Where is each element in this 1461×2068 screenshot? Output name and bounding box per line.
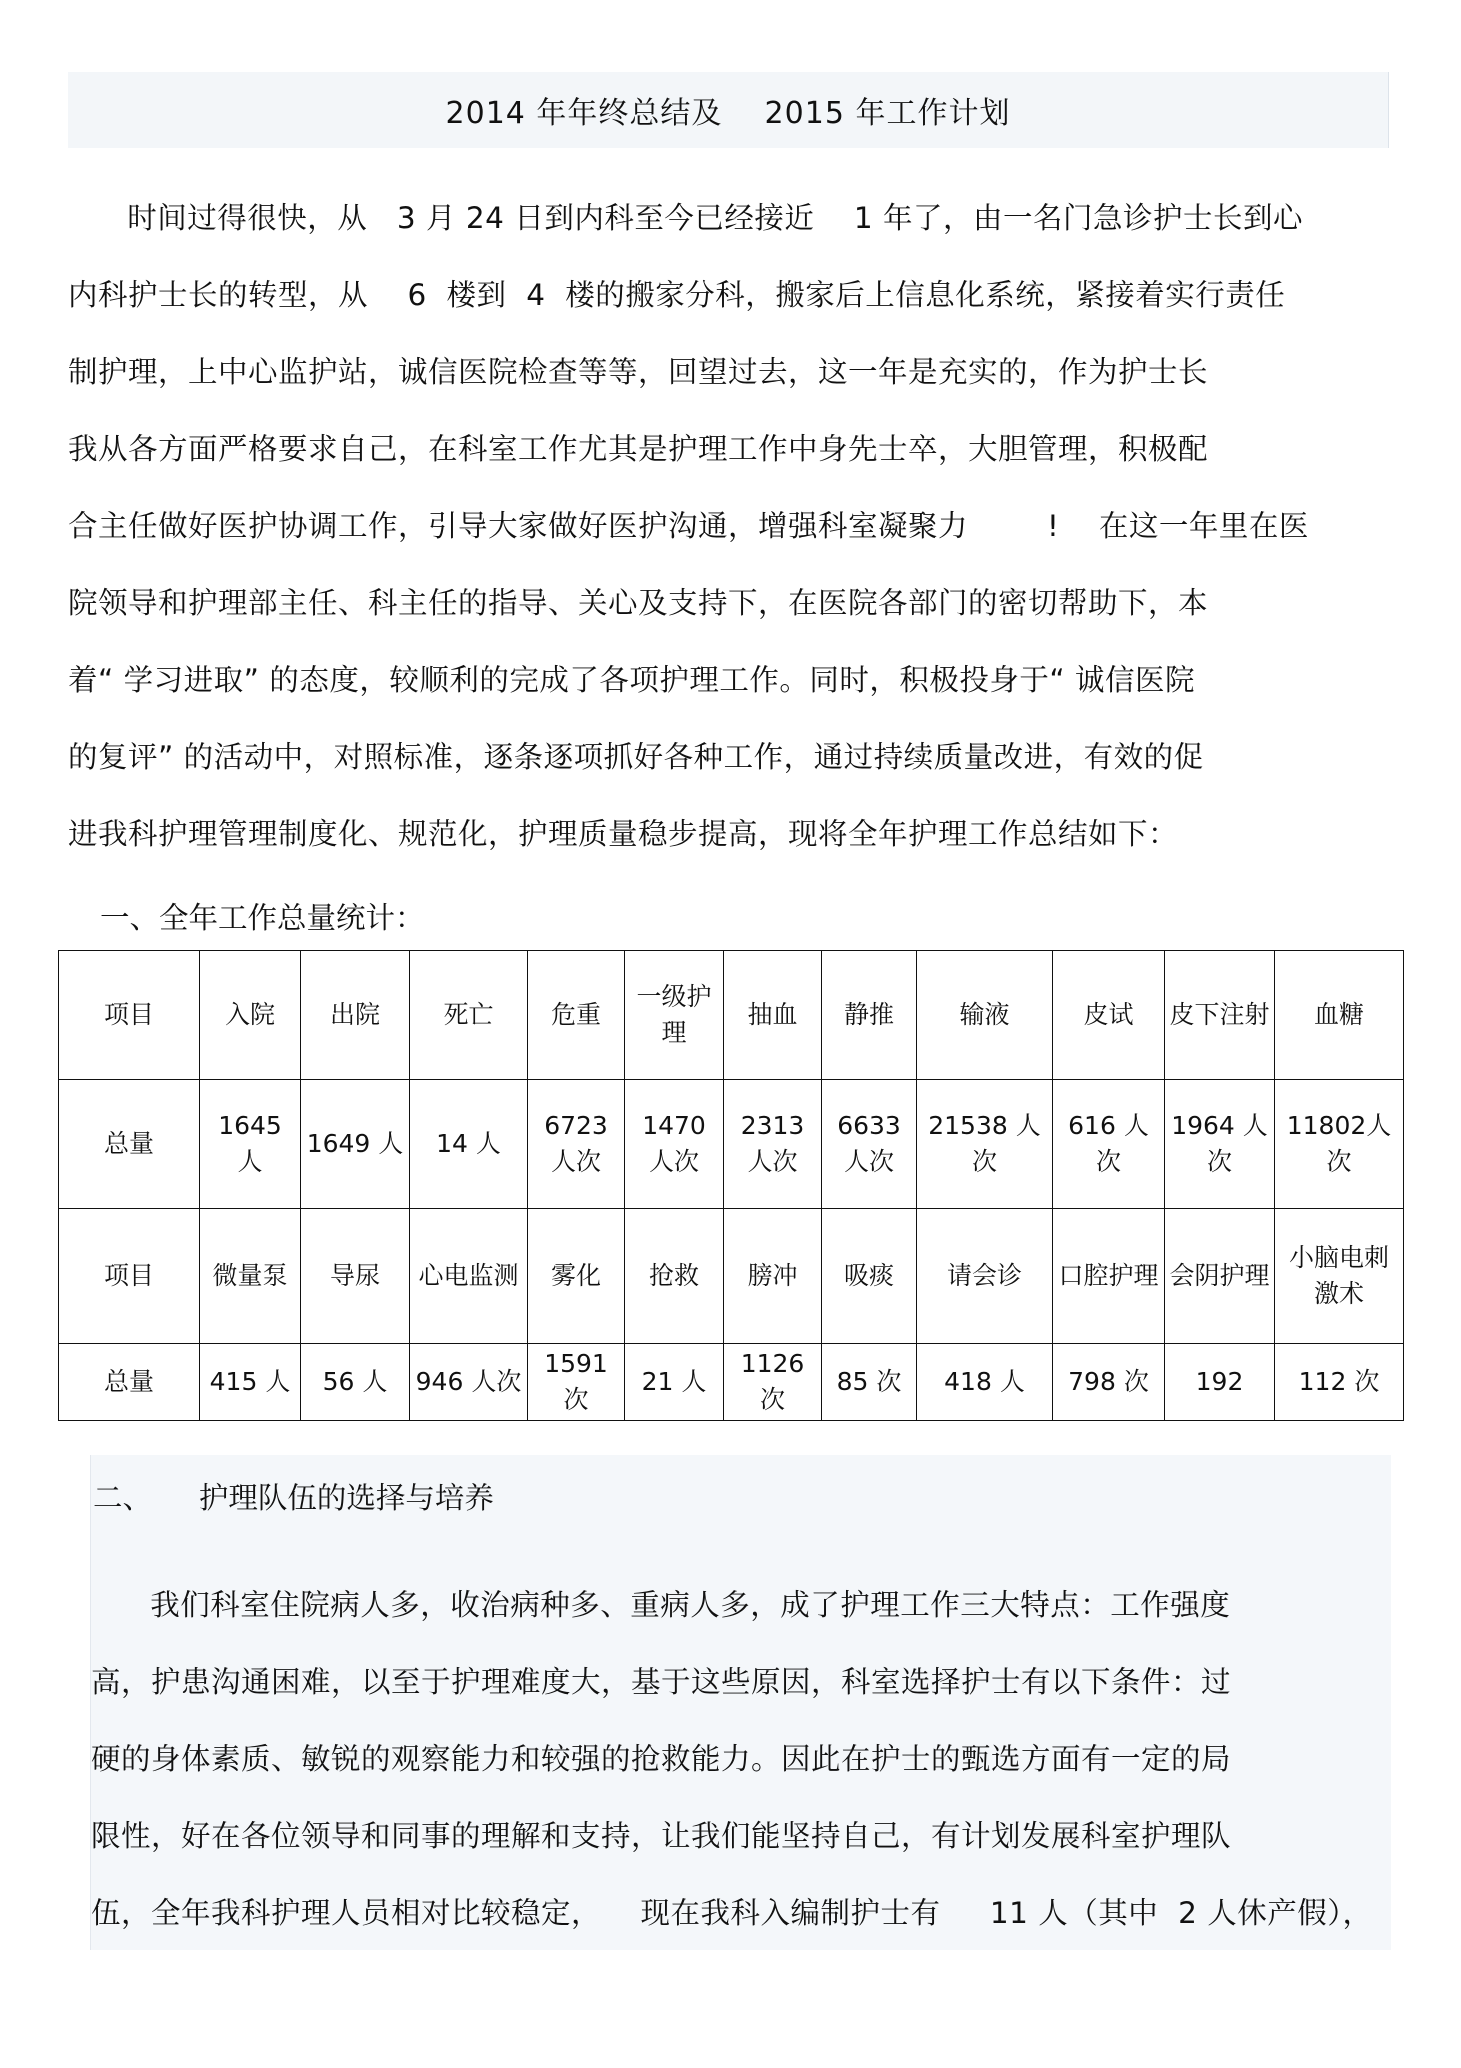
table-cell: 192: [1165, 1344, 1275, 1421]
table-cell: 死亡: [410, 951, 528, 1080]
table-cell: 946 人次: [410, 1344, 528, 1421]
table-row: [59, 1344, 1404, 1421]
table-row: [59, 1209, 1404, 1344]
table-cell: 418 人: [917, 1344, 1053, 1421]
intro-line: 合主任做好医护协调工作，引导大家做好医护沟通，增强科室凝聚力 ! 在这一年里在医: [68, 509, 1309, 543]
page-title: 2014 年年终总结及 2015 年工作计划: [68, 72, 1389, 148]
table-cell: 入院: [200, 951, 301, 1080]
section2-line: 限性，好在各位领导和同事的理解和支持，让我们能坚持自己，有计划发展科室护理队: [91, 1819, 1232, 1853]
intro-line: 着“ 学习进取” 的态度，较顺利的完成了各项护理工作。同时，积极投身于“ 诚信医院: [68, 663, 1195, 697]
table-cell: 85 次: [822, 1344, 917, 1421]
table-cell: 6723 人次: [528, 1080, 625, 1209]
table-cell: 1964 人次: [1165, 1080, 1275, 1209]
table-cell: 输液: [917, 951, 1053, 1080]
table-cell: 6633 人次: [822, 1080, 917, 1209]
intro-line: 内科护士长的转型，从 6 楼到 4 楼的搬家分科，搬家后上信息化系统，紧接着实行责任: [68, 278, 1286, 312]
table-row: [59, 951, 1404, 1080]
intro-line: 院领导和护理部主任、科主任的指导、关心及支持下，在医院各部门的密切帮助下，本: [68, 586, 1209, 620]
table-cell: 56 人: [301, 1344, 410, 1421]
table-cell: 总量: [59, 1080, 200, 1209]
intro-line: 时间过得很快，从 3 月 24 日到内科至今已经接近 1 年了，由一名门急诊护士长到心: [68, 201, 1303, 235]
intro-line: 的复评” 的活动中，对照标准，逐条逐项抓好各种工作，通过持续质量改进，有效的促: [68, 740, 1204, 774]
table-cell: 21 人: [625, 1344, 724, 1421]
table-cell: 导尿: [301, 1209, 410, 1344]
table-cell: 1645 人: [200, 1080, 301, 1209]
table-cell: 血糖: [1275, 951, 1404, 1080]
table-cell: 微量泵: [200, 1209, 301, 1344]
table-cell: 危重: [528, 951, 625, 1080]
table-cell: 抢救: [625, 1209, 724, 1344]
table-cell: 14 人: [410, 1080, 528, 1209]
table-cell: 112 次: [1275, 1344, 1404, 1421]
section2-heading: 二、 护理队伍的选择与培养: [93, 1481, 494, 1515]
table-cell: 798 次: [1053, 1344, 1165, 1421]
table-cell: 总量: [59, 1344, 200, 1421]
intro-line: 我从各方面严格要求自己，在科室工作尤其是护理工作中身先士卒，大胆管理，积极配: [68, 432, 1209, 466]
table-cell: 1126 次: [724, 1344, 822, 1421]
workload-stats-table: [58, 950, 1404, 1421]
table-cell: 1649 人: [301, 1080, 410, 1209]
intro-line: 进我科护理管理制度化、规范化，护理质量稳步提高，现将全年护理工作总结如下：: [68, 817, 1179, 851]
table-cell: 415 人: [200, 1344, 301, 1421]
table-cell: 616 人次: [1053, 1080, 1165, 1209]
table-cell: 吸痰: [822, 1209, 917, 1344]
table-cell: 抽血: [724, 951, 822, 1080]
table-cell: 静推: [822, 951, 917, 1080]
section2-paragraph: [91, 1567, 1411, 1952]
table-cell: 心电监测: [410, 1209, 528, 1344]
table-cell: 项目: [59, 1209, 200, 1344]
table-cell: 项目: [59, 951, 200, 1080]
table-cell: 雾化: [528, 1209, 625, 1344]
section1-heading: 一、全年工作总量统计：: [100, 901, 425, 935]
table-cell: 小脑电刺激术: [1275, 1209, 1404, 1344]
table-cell: 一级护理: [625, 951, 724, 1080]
section2-block: [90, 1455, 1391, 1950]
intro-paragraph: [68, 180, 1408, 873]
section2-line: 高，护患沟通困难，以至于护理难度大，基于这些原因，科室选择护士有以下条件：过: [91, 1665, 1232, 1699]
section2-line: 硬的身体素质、敏锐的观察能力和较强的抢救能力。因此在护士的甄选方面有一定的局: [91, 1742, 1232, 1776]
table-cell: 21538 人次: [917, 1080, 1053, 1209]
table-cell: 1591 次: [528, 1344, 625, 1421]
section2-line: 我们科室住院病人多，收治病种多、重病人多，成了护理工作三大特点：工作强度: [91, 1588, 1231, 1622]
table-cell: 出院: [301, 951, 410, 1080]
table-cell: 1470 人次: [625, 1080, 724, 1209]
table-cell: 膀冲: [724, 1209, 822, 1344]
table-cell: 请会诊: [917, 1209, 1053, 1344]
table-cell: 会阴护理: [1165, 1209, 1275, 1344]
table-cell: 皮试: [1053, 951, 1165, 1080]
table-cell: 口腔护理: [1053, 1209, 1165, 1344]
table-cell: 2313 人次: [724, 1080, 822, 1209]
table-cell: 11802人次: [1275, 1080, 1404, 1209]
table-row: [59, 1080, 1404, 1209]
intro-line: 制护理，上中心监护站，诚信医院检查等等，回望过去，这一年是充实的，作为护士长: [68, 355, 1209, 389]
section2-line: 伍，全年我科护理人员相对比较稳定， 现在我科入编制护士有 11 人（其中 2 人休产假），: [91, 1896, 1373, 1930]
table-cell: 皮下注射: [1165, 951, 1275, 1080]
